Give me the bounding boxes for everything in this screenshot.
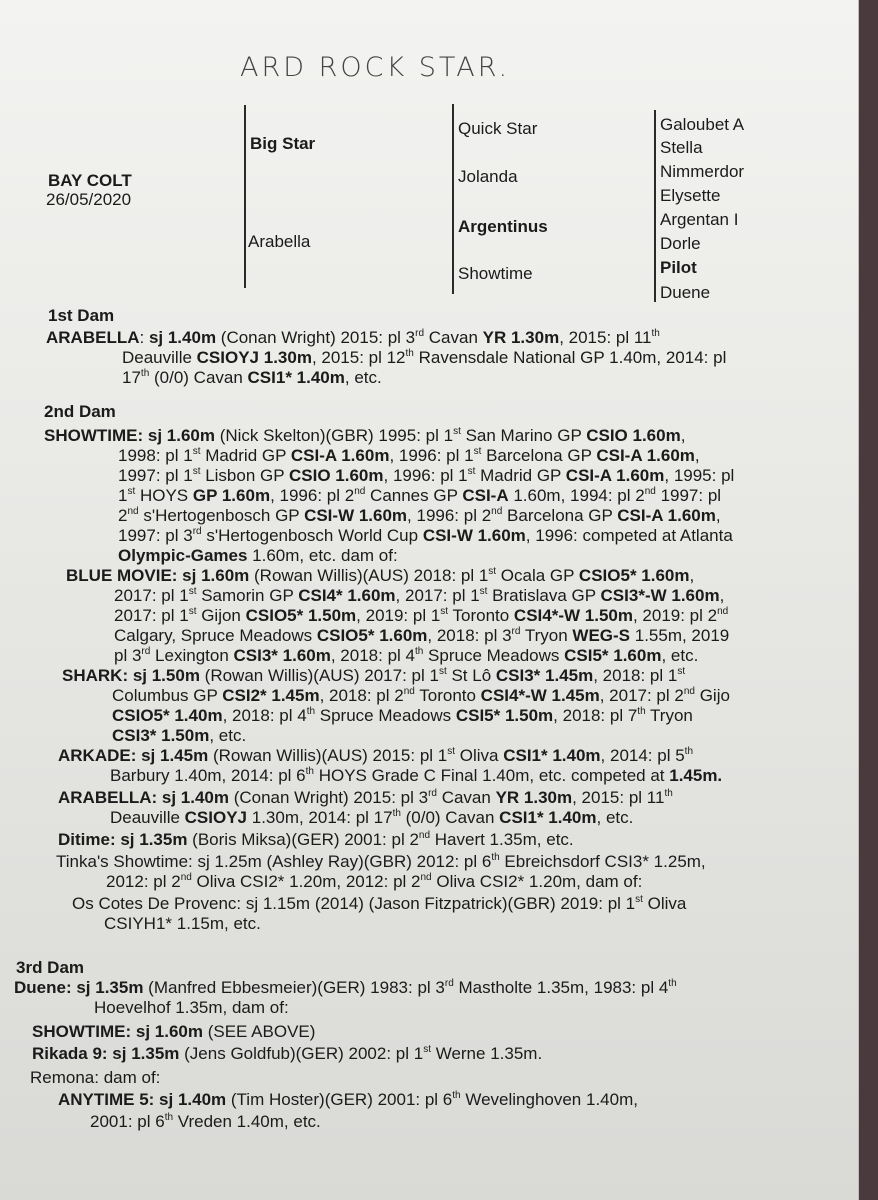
ordinal-suffix: nd bbox=[418, 830, 431, 841]
text-line bbox=[72, 894, 686, 914]
text-segment: , 2019: pl 1 bbox=[356, 606, 441, 625]
ordinal-suffix: nd bbox=[491, 506, 503, 517]
text-segment: Spruce Meadows bbox=[423, 646, 565, 665]
ordinal-suffix: rd bbox=[192, 526, 202, 537]
text-segment: YR 1.30m bbox=[495, 788, 573, 807]
text-segment: 1.45m. bbox=[669, 766, 723, 785]
pedigree-gen2-4: Showtime bbox=[458, 264, 533, 283]
text-segment: WEG-S bbox=[572, 626, 631, 645]
text-segment: , 1995: pl bbox=[664, 466, 735, 485]
text-line bbox=[58, 788, 673, 808]
ordinal-suffix: nd bbox=[644, 486, 656, 497]
ordinal-suffix: st bbox=[188, 586, 197, 597]
text-segment: 1.30m, 2014: pl 17 bbox=[247, 808, 393, 827]
text-line bbox=[58, 1090, 638, 1110]
pedigree-divider-1 bbox=[244, 105, 246, 288]
text-segment: , 1996: pl 1 bbox=[383, 466, 468, 485]
text-segment: 2012: pl 2 bbox=[106, 872, 181, 891]
text-line bbox=[90, 1112, 321, 1132]
pedigree-gen3-4: Elysette bbox=[660, 186, 721, 205]
text-line bbox=[14, 978, 677, 998]
horse-description: BAY COLT bbox=[48, 171, 132, 190]
text-segment: CSI5* 1.50m bbox=[455, 706, 554, 725]
text-segment: GP 1.60m bbox=[192, 486, 271, 505]
text-segment: , 2014: pl 5 bbox=[600, 746, 685, 765]
text-segment: Lisbon GP bbox=[200, 466, 289, 485]
text-segment: (SEE ABOVE) bbox=[202, 1022, 316, 1041]
text-line bbox=[118, 506, 721, 526]
ordinal-suffix: st bbox=[635, 894, 643, 905]
pedigree-dam: Arabella bbox=[248, 232, 311, 251]
text-line bbox=[110, 808, 633, 828]
text-segment: , etc. bbox=[596, 808, 634, 827]
text-segment: 2017: pl 1 bbox=[114, 606, 189, 625]
text-segment: Barcelona GP bbox=[481, 446, 597, 465]
text-segment: CSIO5* 1.40m bbox=[112, 706, 223, 725]
text-segment: (Rowan Willis)(AUS) 2018: pl 1 bbox=[249, 566, 489, 585]
text-line bbox=[118, 466, 734, 486]
text-line bbox=[56, 852, 706, 872]
text-segment: s'Hertogenbosch World Cup bbox=[201, 526, 423, 545]
heading-second-dam: 2nd Dam bbox=[44, 402, 116, 421]
text-segment: , bbox=[689, 566, 695, 585]
text-segment: Deauville bbox=[110, 808, 185, 827]
text-segment: (0/0) Cavan bbox=[149, 368, 248, 387]
text-segment: CSIO5* 1.60m bbox=[316, 626, 428, 645]
text-segment: , bbox=[715, 506, 721, 525]
text-segment: 1997: pl 1 bbox=[118, 466, 193, 485]
text-segment: CSI1* 1.40m bbox=[247, 368, 345, 387]
text-line bbox=[66, 566, 694, 586]
ordinal-suffix: st bbox=[479, 586, 488, 597]
text-segment: 2 bbox=[118, 506, 128, 525]
text-segment: 1998: pl 1 bbox=[118, 446, 193, 465]
text-segment: 1997: pl bbox=[655, 486, 722, 505]
text-line bbox=[118, 446, 700, 466]
ordinal-suffix: nd bbox=[683, 686, 695, 697]
text-segment: ARKADE: sj 1.45m bbox=[58, 746, 209, 765]
text-segment: Os Cotes De Provenc: sj 1.15m (2014) (Jason Fitzpatrick)(GBR) 2019: pl 1 bbox=[72, 894, 636, 913]
text-segment: St Lô bbox=[446, 666, 496, 685]
ordinal-suffix: th bbox=[405, 348, 414, 359]
text-segment: CSI1* 1.40m bbox=[503, 746, 601, 765]
text-segment: (Conan Wright) 2015: pl 3 bbox=[228, 788, 429, 807]
text-segment: Bratislava GP bbox=[487, 586, 601, 605]
pedigree-gen2-3: Argentinus bbox=[458, 217, 548, 236]
text-segment: CSI2* 1.45m bbox=[222, 686, 320, 705]
text-segment: 1.55m, 2019 bbox=[630, 626, 730, 645]
pedigree-gen3-2: Stella bbox=[660, 138, 703, 157]
text-segment: , bbox=[680, 426, 686, 445]
text-segment: , 2018: pl 3 bbox=[427, 626, 512, 645]
text-segment: CSI4*-W 1.45m bbox=[480, 686, 600, 705]
text-segment: Havert 1.35m, etc. bbox=[430, 830, 574, 849]
text-segment: , 2017: pl 2 bbox=[599, 686, 684, 705]
text-segment: , 2015: pl 12 bbox=[311, 348, 406, 367]
text-line bbox=[118, 486, 721, 506]
text-segment: CSI-A 1.60m bbox=[290, 446, 390, 465]
text-segment: CSI5* 1.60m bbox=[564, 646, 662, 665]
text-segment: SHOWTIME: sj 1.60m bbox=[32, 1022, 203, 1041]
text-segment: 2001: pl 6 bbox=[90, 1112, 165, 1131]
text-segment: Vreden 1.40m, etc. bbox=[173, 1112, 321, 1131]
text-line bbox=[44, 426, 685, 446]
text-segment: CSIO5* 1.60m bbox=[578, 566, 690, 585]
text-line bbox=[118, 546, 398, 566]
text-segment: Tryon bbox=[645, 706, 693, 725]
text-segment: 1 bbox=[118, 486, 128, 505]
text-segment: CSI3* 1.60m bbox=[233, 646, 331, 665]
text-segment: 1.60m, etc. dam of: bbox=[247, 546, 398, 565]
text-line bbox=[58, 830, 574, 850]
text-line bbox=[112, 726, 246, 746]
ordinal-suffix: st bbox=[192, 466, 201, 477]
text-segment: : bbox=[139, 328, 149, 347]
text-segment: Tryon bbox=[520, 626, 573, 645]
ordinal-suffix: nd bbox=[354, 486, 366, 497]
text-segment: CSIO 1.60m bbox=[289, 466, 384, 485]
text-segment: CSI3*-W 1.60m bbox=[600, 586, 720, 605]
ordinal-suffix: th bbox=[664, 788, 673, 799]
ordinal-suffix: st bbox=[467, 466, 476, 477]
text-line bbox=[32, 1044, 542, 1064]
text-segment: Remona: dam of: bbox=[30, 1068, 161, 1087]
text-segment: , 1996: pl 2 bbox=[270, 486, 355, 505]
pedigree-gen3-1: Galoubet A bbox=[660, 115, 745, 134]
ordinal-suffix: th bbox=[491, 852, 500, 863]
text-line bbox=[114, 646, 698, 666]
pedigree-sire: Big Star bbox=[250, 134, 316, 153]
text-segment: Oliva CSI2* 1.20m, dam of: bbox=[431, 872, 643, 891]
text-segment: CSI3* 1.50m bbox=[112, 726, 210, 745]
ordinal-suffix: st bbox=[473, 446, 482, 457]
text-line bbox=[122, 368, 382, 388]
text-segment: (Rowan Willis)(AUS) 2017: pl 1 bbox=[199, 666, 439, 685]
text-segment: , 1996: competed at Atlanta bbox=[525, 526, 733, 545]
text-segment: , bbox=[694, 446, 700, 465]
pedigree-divider-2 bbox=[452, 104, 454, 294]
text-segment: CSI4* 1.60m bbox=[298, 586, 396, 605]
text-segment: CSI-W 1.60m bbox=[422, 526, 526, 545]
pedigree-gen2-1: Quick Star bbox=[458, 119, 538, 138]
text-segment: , 2015: pl 11 bbox=[559, 328, 652, 347]
text-segment: CSIOYJ 1.30m bbox=[196, 348, 312, 367]
text-segment: Lexington bbox=[150, 646, 234, 665]
text-segment: , 2015: pl 11 bbox=[572, 788, 665, 807]
ordinal-suffix: rd bbox=[415, 328, 425, 339]
ordinal-suffix: th bbox=[414, 646, 424, 657]
ordinal-suffix: th bbox=[668, 978, 677, 989]
text-segment: , etc. bbox=[344, 368, 382, 387]
text-segment: CSI-A 1.60m bbox=[565, 466, 665, 485]
text-segment: Ditime: sj 1.35m bbox=[58, 830, 188, 849]
text-segment: Toronto bbox=[414, 686, 481, 705]
pedigree-gen3-8: Duene bbox=[660, 283, 711, 302]
text-segment: Ravensdale National GP 1.40m, 2014: pl bbox=[413, 348, 727, 367]
text-segment: CSIYH1* 1.15m, etc. bbox=[104, 914, 261, 933]
text-segment: CSI1* 1.40m bbox=[499, 808, 597, 827]
ordinal-suffix: rd bbox=[141, 646, 151, 657]
ordinal-suffix: nd bbox=[180, 872, 192, 883]
text-segment: , etc. bbox=[209, 726, 247, 745]
text-line bbox=[30, 1068, 160, 1088]
pedigree-gen3-7: Pilot bbox=[660, 258, 697, 277]
text-segment: Werne 1.35m. bbox=[430, 1044, 543, 1063]
text-line bbox=[104, 914, 261, 934]
text-segment: CSIOYJ bbox=[184, 808, 248, 827]
pedigree-gen2-2: Jolanda bbox=[458, 167, 518, 186]
pedigree-gen3-3: Nimmerdor bbox=[660, 162, 745, 181]
text-segment: Wevelinghoven 1.40m, bbox=[460, 1090, 638, 1109]
ordinal-suffix: nd bbox=[717, 606, 729, 617]
text-segment: Cannes GP bbox=[365, 486, 463, 505]
text-line bbox=[118, 526, 733, 546]
text-segment: , 2017: pl 1 bbox=[395, 586, 480, 605]
text-segment: HOYS bbox=[135, 486, 193, 505]
text-segment: , 2019: pl 2 bbox=[632, 606, 718, 625]
text-line bbox=[58, 746, 693, 766]
ordinal-suffix: st bbox=[192, 446, 201, 457]
text-segment: Calgary, Spruce Meadows bbox=[114, 626, 317, 645]
text-line bbox=[112, 686, 730, 706]
ordinal-suffix: nd bbox=[127, 506, 139, 517]
text-segment: CSI-A bbox=[462, 486, 509, 505]
heading-first-dam: 1st Dam bbox=[48, 306, 115, 325]
ordinal-suffix: th bbox=[452, 1090, 461, 1101]
ordinal-suffix: st bbox=[127, 486, 136, 497]
text-segment: CSIO5* 1.50m bbox=[245, 606, 357, 625]
text-line bbox=[46, 328, 660, 348]
text-segment: Spruce Meadows bbox=[315, 706, 456, 725]
text-segment: , etc. bbox=[661, 646, 699, 665]
text-segment: (Rowan Willis)(AUS) 2015: pl 1 bbox=[208, 746, 448, 765]
ordinal-suffix: nd bbox=[420, 872, 432, 883]
text-line bbox=[94, 998, 289, 1018]
ordinal-suffix: th bbox=[140, 368, 150, 379]
text-line bbox=[32, 1022, 315, 1042]
ordinal-suffix: rd bbox=[511, 626, 521, 637]
ordinal-suffix: st bbox=[188, 606, 197, 617]
text-segment: SHARK: sj 1.50m bbox=[62, 666, 200, 685]
ordinal-suffix: th bbox=[164, 1112, 174, 1123]
text-segment: SHOWTIME: sj 1.60m bbox=[44, 426, 215, 445]
text-segment: CSIO 1.60m bbox=[586, 426, 681, 445]
text-segment: Oliva bbox=[455, 746, 504, 765]
text-segment: 17 bbox=[122, 368, 141, 387]
text-segment: Olympic-Games bbox=[118, 546, 248, 565]
text-line bbox=[122, 348, 726, 368]
ordinal-suffix: th bbox=[651, 328, 660, 339]
ordinal-suffix: st bbox=[447, 746, 456, 757]
text-segment: , 2018: pl 2 bbox=[319, 686, 404, 705]
text-line bbox=[112, 706, 693, 726]
text-segment: Samorin GP bbox=[196, 586, 299, 605]
text-segment: , 2018: pl 7 bbox=[553, 706, 638, 725]
text-segment: Gijon bbox=[196, 606, 246, 625]
text-segment: , 2018: pl 1 bbox=[593, 666, 678, 685]
text-segment: sj 1.40m bbox=[148, 328, 217, 347]
text-segment: Duene: sj 1.35m bbox=[14, 978, 144, 997]
text-segment: Oliva CSI2* 1.20m, 2012: pl 2 bbox=[191, 872, 421, 891]
handwritten-title: ARD ROCK STAR. bbox=[240, 52, 511, 83]
text-segment: CSI3* 1.45m bbox=[495, 666, 594, 685]
text-segment: San Marino GP bbox=[460, 426, 587, 445]
text-segment: Deauville bbox=[122, 348, 197, 367]
pedigree-divider-3 bbox=[654, 110, 656, 302]
text-segment: Mastholte 1.35m, 1983: pl 4 bbox=[453, 978, 669, 997]
text-segment: Barbury 1.40m, 2014: pl 6 bbox=[110, 766, 306, 785]
text-segment: Madrid GP bbox=[200, 446, 291, 465]
ordinal-suffix: st bbox=[438, 666, 447, 677]
text-segment: Columbus GP bbox=[112, 686, 223, 705]
text-line bbox=[106, 872, 642, 892]
text-segment: CSI-A 1.60m bbox=[617, 506, 716, 525]
text-segment: 1997: pl 3 bbox=[118, 526, 193, 545]
text-segment: BLUE MOVIE: sj 1.60m bbox=[66, 566, 250, 585]
ordinal-suffix: th bbox=[684, 746, 694, 757]
text-segment: (Jens Goldfub)(GER) 2002: pl 1 bbox=[179, 1044, 424, 1063]
text-segment: Ocala GP bbox=[496, 566, 579, 585]
text-segment: CSI-W 1.60m bbox=[304, 506, 408, 525]
text-segment: Cavan bbox=[424, 328, 483, 347]
text-line bbox=[114, 586, 724, 606]
ordinal-suffix: th bbox=[305, 766, 314, 777]
text-segment: Barcelona GP bbox=[502, 506, 618, 525]
text-segment: , 1996: pl 1 bbox=[389, 446, 474, 465]
text-segment: s'Hertogenbosch GP bbox=[138, 506, 305, 525]
text-segment: Madrid GP bbox=[475, 466, 566, 485]
text-segment: CSI-A 1.60m bbox=[596, 446, 695, 465]
pedigree-gen3-6: Dorle bbox=[660, 234, 701, 253]
pedigree-gen3-5: Argentan I bbox=[660, 210, 739, 229]
text-segment: 1.60m, 1994: pl 2 bbox=[508, 486, 645, 505]
text-segment: ARABELLA bbox=[46, 328, 140, 347]
text-segment: ANYTIME 5: sj 1.40m bbox=[58, 1090, 227, 1109]
text-segment: Cavan bbox=[436, 788, 496, 807]
text-segment: 2017: pl 1 bbox=[114, 586, 189, 605]
text-segment: Hoevelhof 1.35m, dam of: bbox=[94, 998, 289, 1017]
ordinal-suffix: st bbox=[423, 1044, 431, 1055]
text-segment: pl 3 bbox=[114, 646, 142, 665]
horse-dob: 26/05/2020 bbox=[46, 190, 132, 209]
text-segment: , 1996: pl 2 bbox=[407, 506, 492, 525]
text-segment: Ebreichsdorf CSI3* 1.25m, bbox=[499, 852, 706, 871]
text-segment: Tinka's Showtime: sj 1.25m (Ashley Ray)(GBR) 2012: pl 6 bbox=[56, 852, 492, 871]
text-segment: , bbox=[719, 586, 725, 605]
text-line bbox=[110, 766, 722, 786]
text-segment: Toronto bbox=[448, 606, 514, 625]
ordinal-suffix: th bbox=[637, 706, 646, 717]
text-line bbox=[114, 626, 729, 646]
ordinal-suffix: st bbox=[488, 566, 497, 577]
text-segment: (Tim Hoster)(GER) 2001: pl 6 bbox=[226, 1090, 453, 1109]
text-segment: Gijo bbox=[694, 686, 730, 705]
text-segment: CSI4*-W 1.50m bbox=[513, 606, 633, 625]
ordinal-suffix: rd bbox=[444, 978, 454, 989]
text-segment: (0/0) Cavan bbox=[400, 808, 500, 827]
ordinal-suffix: rd bbox=[428, 788, 437, 799]
text-segment: ARABELLA: sj 1.40m bbox=[58, 788, 229, 807]
ordinal-suffix: st bbox=[440, 606, 449, 617]
text-segment: , 2018: pl 4 bbox=[330, 646, 415, 665]
text-segment: (Manfred Ebbesmeier)(GER) 1983: pl 3 bbox=[143, 978, 445, 997]
text-segment: HOYS Grade C Final 1.40m, etc. competed at bbox=[313, 766, 670, 785]
text-segment: (Boris Miksa)(GER) 2001: pl 2 bbox=[187, 830, 419, 849]
text-line bbox=[62, 666, 685, 686]
ordinal-suffix: nd bbox=[403, 686, 415, 697]
text-segment: , 2018: pl 4 bbox=[222, 706, 307, 725]
text-segment: YR 1.30m bbox=[482, 328, 560, 347]
heading-third-dam: 3rd Dam bbox=[16, 958, 85, 977]
text-line bbox=[114, 606, 728, 626]
text-segment: (Conan Wright) 2015: pl 3 bbox=[216, 328, 416, 347]
ordinal-suffix: th bbox=[392, 808, 401, 819]
text-segment: Rikada 9: sj 1.35m bbox=[32, 1044, 180, 1063]
text-segment: Oliva bbox=[642, 894, 687, 913]
ordinal-suffix: th bbox=[306, 706, 316, 717]
text-segment: (Nick Skelton)(GBR) 1995: pl 1 bbox=[214, 426, 454, 445]
ordinal-suffix: st bbox=[453, 426, 461, 437]
ordinal-suffix: st bbox=[677, 666, 686, 677]
